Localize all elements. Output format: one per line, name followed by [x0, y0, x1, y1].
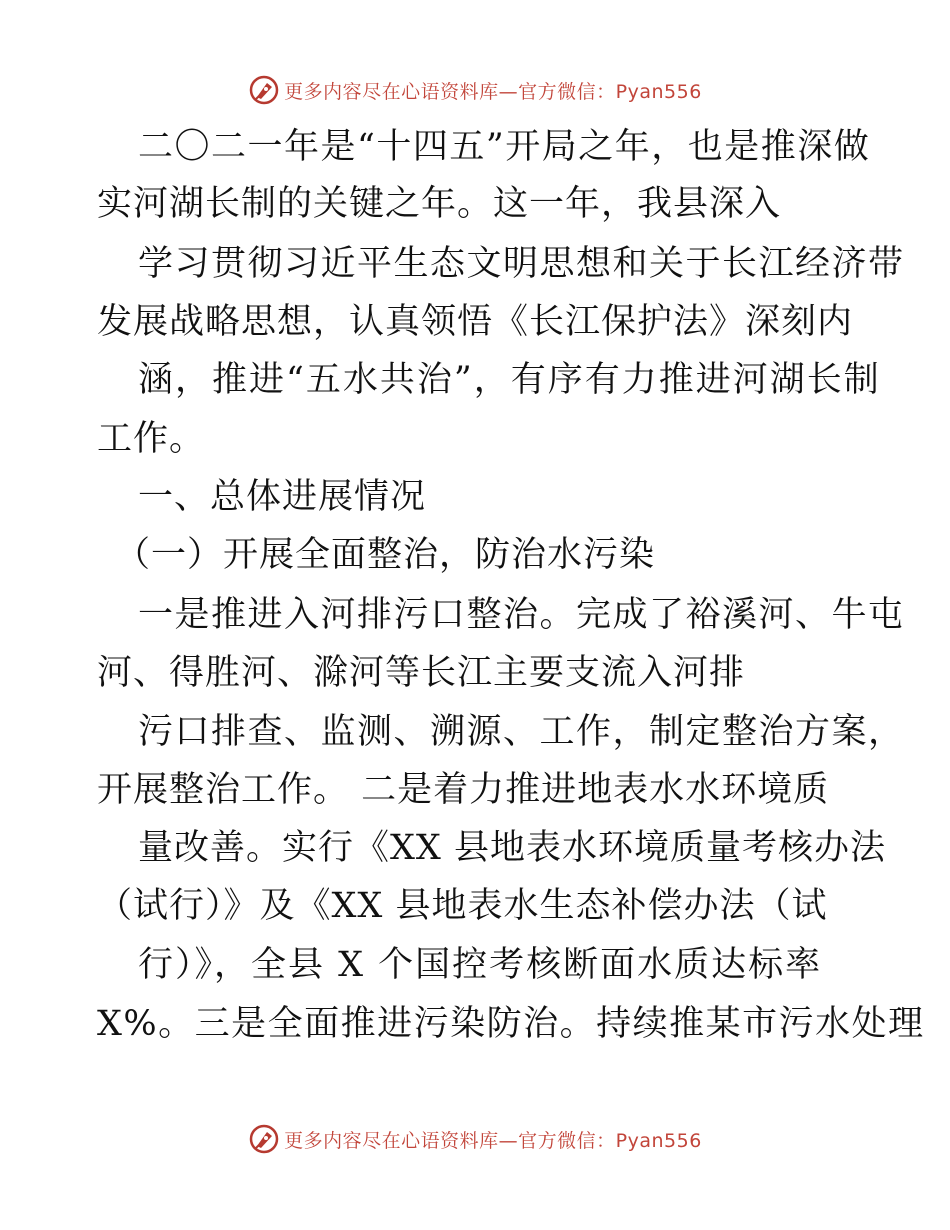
watermark-header: [0, 70, 950, 110]
watermark-text: 更多内容尽在心语资料库—官方微信：Pyan556: [284, 80, 702, 103]
paragraph-line: 开展整治工作。 二是着力推进地表水水环境质: [97, 770, 830, 810]
pen-nib-logo-icon: [248, 74, 280, 106]
paragraph-line: X%。三是全面推进污染防治。持续推某市污水处理: [97, 1004, 925, 1044]
paragraph-line: 行）》，全县 X 个国控考核断面水质达标率: [138, 945, 823, 985]
paragraph-line: 工作。: [97, 419, 206, 459]
watermark-text: 更多内容尽在心语资料库—官方微信：Pyan556: [284, 1129, 702, 1152]
paragraph-line: 实河湖长制的关键之年。这一年，我县深入: [97, 184, 782, 224]
paragraph-line: 河、得胜河、滁河等长江主要支流入河排: [97, 653, 746, 693]
pen-nib-logo-icon: [248, 1123, 280, 1155]
paragraph-line: 污口排查、监测、溯源、工作，制定整治方案，: [138, 712, 905, 752]
section-heading: 一、总体进展情况: [138, 477, 427, 517]
paragraph-line: （试行）》及《XX 县地表水生态补偿办法（试: [97, 886, 828, 926]
paragraph-line: 学习贯彻习近平生态文明思想和关于长江经济带: [138, 244, 905, 284]
paragraph-line: 二〇二一年是“十四五”开局之年，也是推深做: [138, 127, 871, 167]
paragraph-line: 一是推进入河排污口整治。完成了裕溪河、牛屯: [138, 595, 905, 635]
watermark-footer: [0, 1119, 950, 1159]
subsection-heading: （一）开展全面整治，防治水污染: [115, 535, 656, 575]
paragraph-line: 量改善。实行《XX 县地表水环境质量考核办法: [138, 828, 886, 868]
paragraph-line: 涵，推进“五水共治”，有序有力推进河湖长制: [138, 360, 881, 400]
paragraph-line: 发展战略思想，认真领悟《长江保护法》深刻内: [97, 302, 854, 342]
